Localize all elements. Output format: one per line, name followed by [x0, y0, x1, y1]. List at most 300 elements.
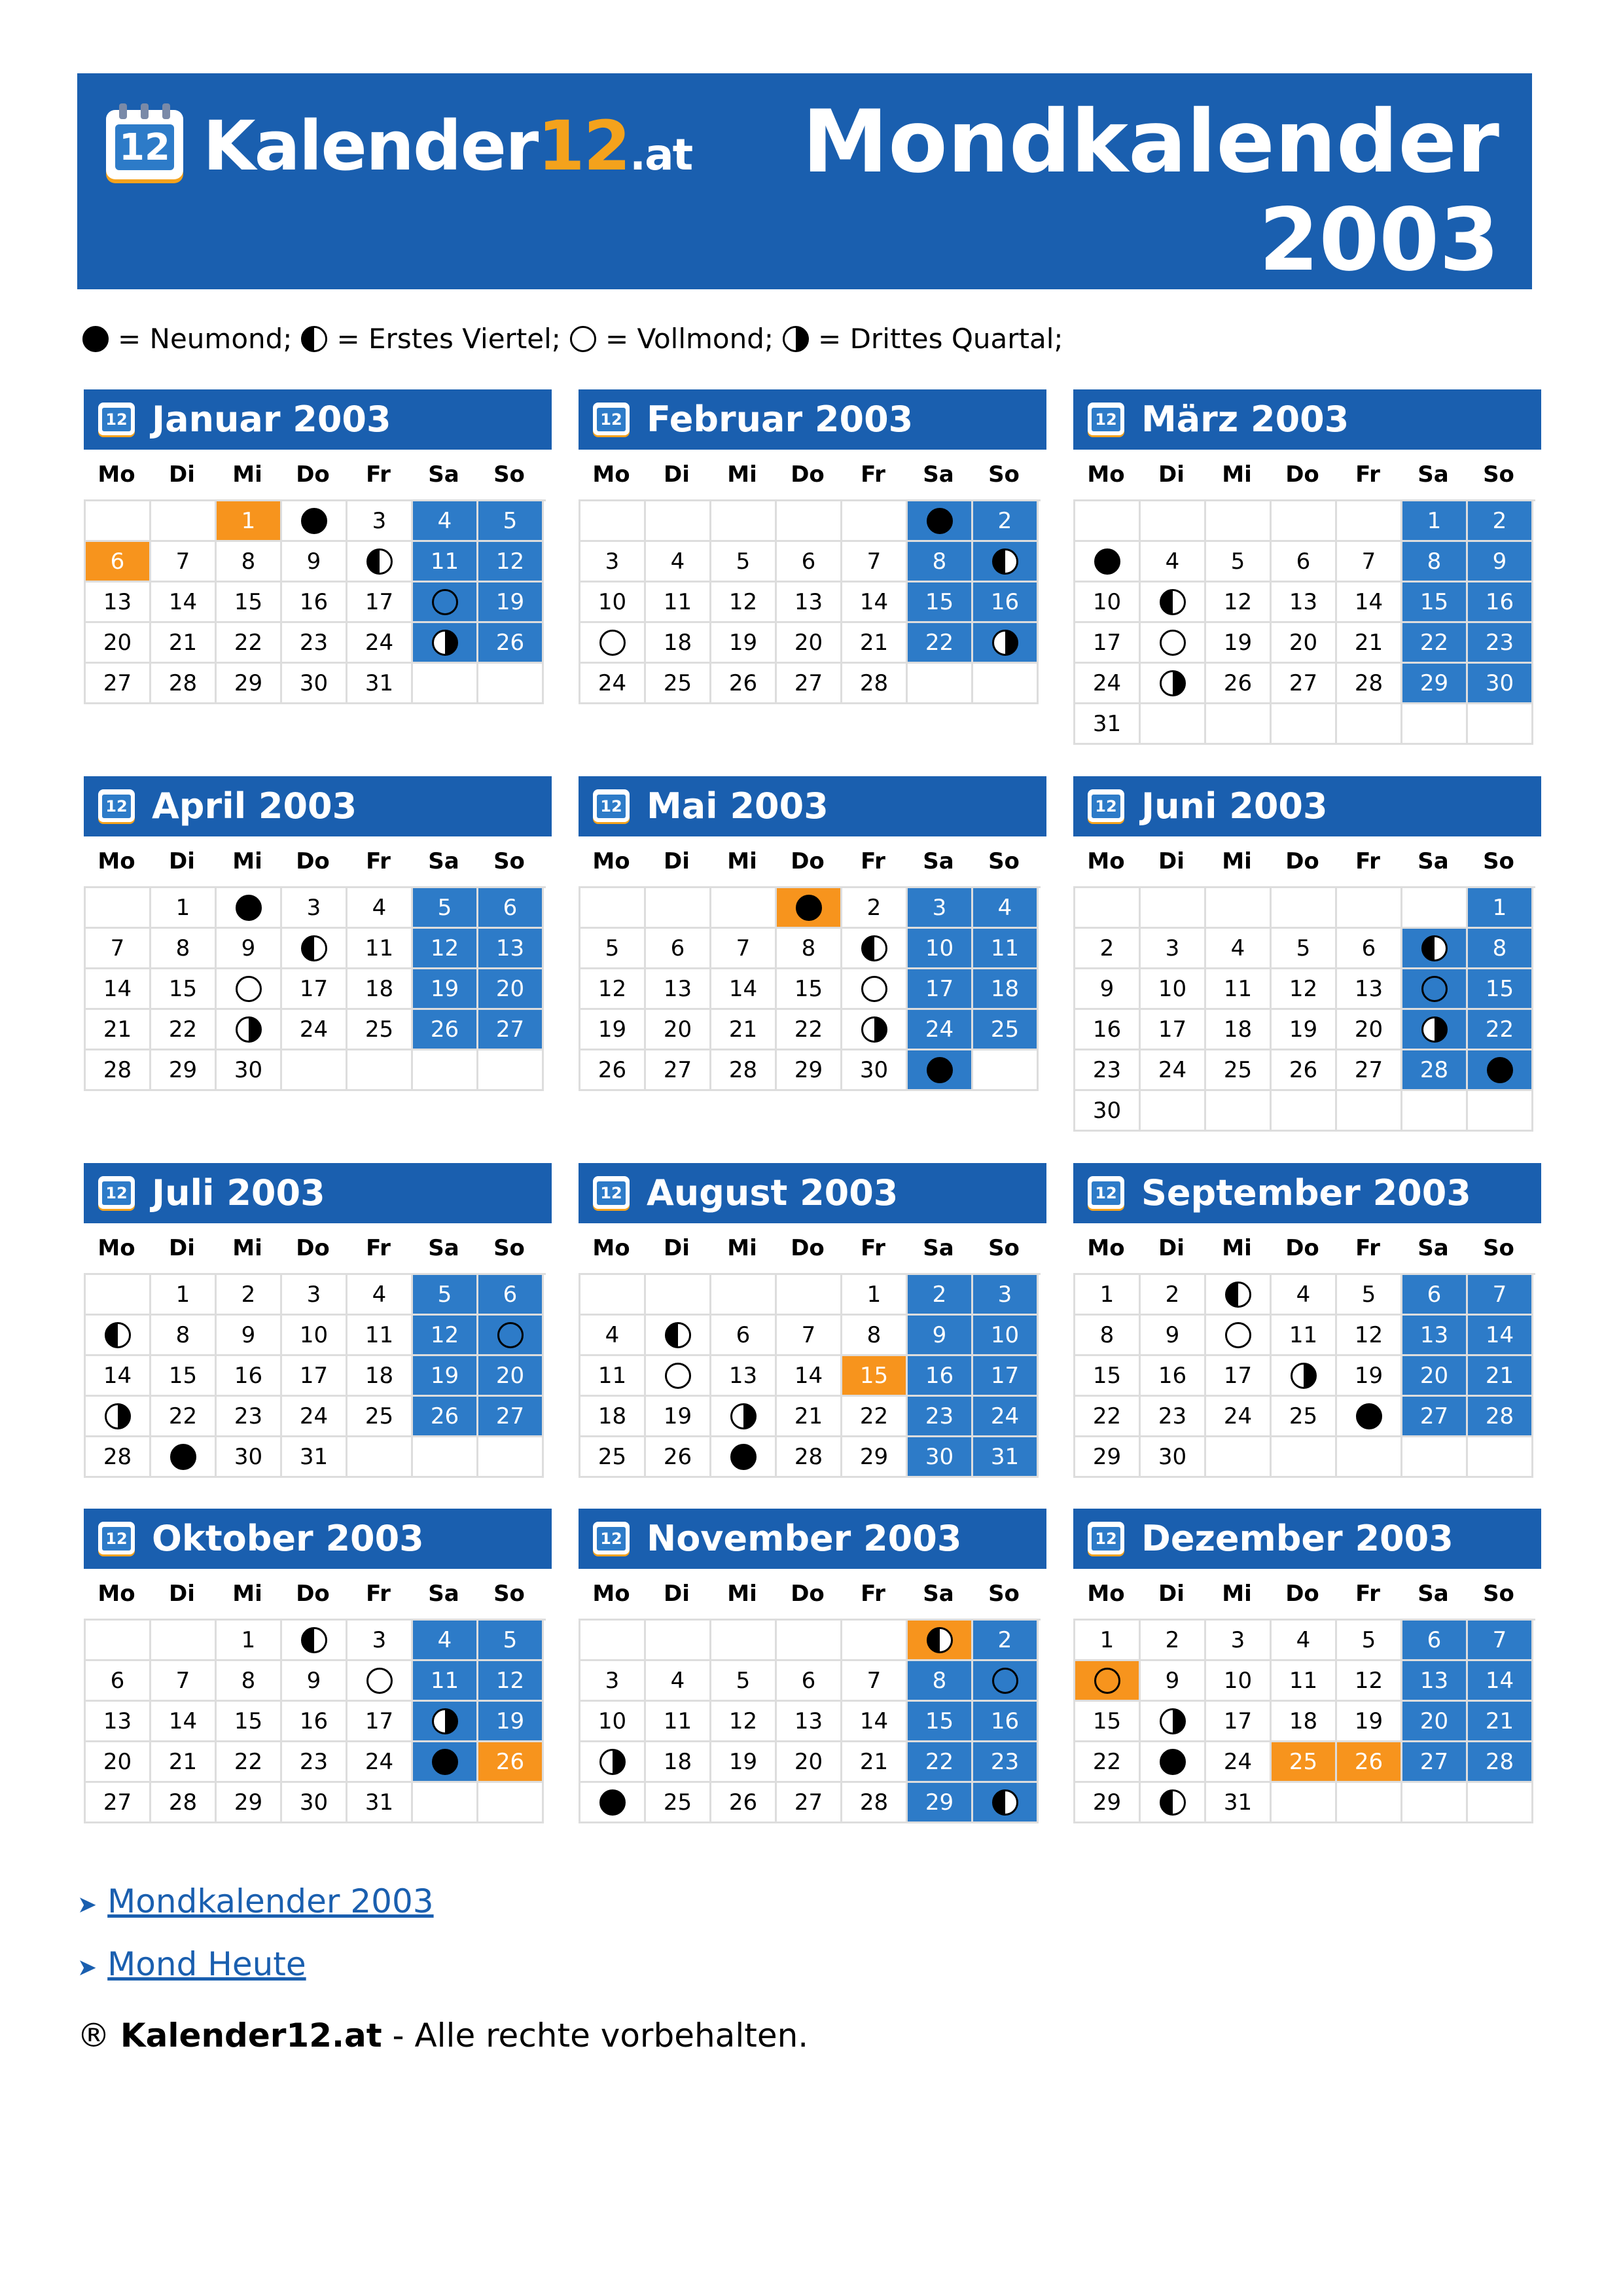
day-cell[interactable]: 12	[413, 1316, 478, 1356]
day-cell[interactable]: 11	[348, 1316, 413, 1356]
day-cell[interactable]	[413, 1742, 478, 1783]
day-cell[interactable]: 10	[908, 929, 973, 969]
day-cell[interactable]: 14	[842, 583, 908, 623]
day-cell[interactable]: 17	[1141, 1010, 1206, 1050]
day-cell[interactable]: 26	[646, 1437, 711, 1478]
day-cell[interactable]: 24	[348, 623, 413, 664]
day-cell[interactable]: 13	[86, 583, 151, 623]
day-cell[interactable]	[711, 1397, 777, 1437]
day-cell[interactable]: 25	[646, 1783, 711, 1823]
day-cell[interactable]	[580, 623, 646, 664]
day-cell[interactable]: 12	[1337, 1316, 1402, 1356]
day-cell[interactable]: 24	[1075, 664, 1141, 704]
day-cell[interactable]: 19	[646, 1397, 711, 1437]
day-cell[interactable]: 6	[478, 1275, 544, 1316]
day-cell[interactable]: 15	[777, 969, 842, 1010]
day-cell[interactable]: 13	[646, 969, 711, 1010]
day-cell[interactable]	[348, 542, 413, 583]
day-cell[interactable]: 19	[413, 969, 478, 1010]
day-cell[interactable]: 23	[1075, 1050, 1141, 1091]
day-cell[interactable]: 29	[842, 1437, 908, 1478]
day-cell[interactable]: 11	[1272, 1316, 1337, 1356]
day-cell[interactable]: 7	[842, 1661, 908, 1702]
day-cell[interactable]: 30	[282, 664, 348, 704]
day-cell[interactable]	[842, 1010, 908, 1050]
day-cell[interactable]: 11	[973, 929, 1039, 969]
day-cell[interactable]: 31	[348, 1783, 413, 1823]
day-cell[interactable]: 31	[1075, 704, 1141, 745]
day-cell[interactable]: 25	[1206, 1050, 1272, 1091]
day-cell[interactable]: 3	[1206, 1621, 1272, 1661]
day-cell[interactable]: 16	[282, 1702, 348, 1742]
day-cell[interactable]: 29	[777, 1050, 842, 1091]
day-cell[interactable]: 14	[1468, 1316, 1533, 1356]
day-cell[interactable]: 1	[1402, 501, 1468, 542]
day-cell[interactable]: 14	[842, 1702, 908, 1742]
day-cell[interactable]	[973, 623, 1039, 664]
day-cell[interactable]: 27	[1402, 1397, 1468, 1437]
day-cell[interactable]: 28	[151, 1783, 217, 1823]
day-cell[interactable]: 17	[282, 1356, 348, 1397]
day-cell[interactable]: 23	[973, 1742, 1039, 1783]
day-cell[interactable]: 5	[1206, 542, 1272, 583]
day-cell[interactable]: 22	[842, 1397, 908, 1437]
day-cell[interactable]	[1206, 1316, 1272, 1356]
day-cell[interactable]: 7	[151, 1661, 217, 1702]
day-cell[interactable]: 15	[1075, 1702, 1141, 1742]
day-cell[interactable]: 23	[217, 1397, 282, 1437]
day-cell[interactable]: 14	[86, 1356, 151, 1397]
day-cell[interactable]: 9	[1141, 1316, 1206, 1356]
day-cell[interactable]: 5	[1272, 929, 1337, 969]
day-cell[interactable]	[1468, 1050, 1533, 1091]
day-cell[interactable]: 18	[580, 1397, 646, 1437]
day-cell[interactable]	[86, 1397, 151, 1437]
day-cell[interactable]: 8	[908, 542, 973, 583]
day-cell[interactable]: 24	[973, 1397, 1039, 1437]
day-cell[interactable]: 1	[151, 1275, 217, 1316]
day-cell[interactable]: 25	[580, 1437, 646, 1478]
day-cell[interactable]: 3	[908, 888, 973, 929]
day-cell[interactable]: 22	[1468, 1010, 1533, 1050]
day-cell[interactable]: 21	[711, 1010, 777, 1050]
day-cell[interactable]: 3	[973, 1275, 1039, 1316]
day-cell[interactable]: 28	[777, 1437, 842, 1478]
day-cell[interactable]: 23	[282, 623, 348, 664]
day-cell[interactable]: 24	[348, 1742, 413, 1783]
day-cell[interactable]	[580, 1742, 646, 1783]
day-cell[interactable]: 30	[1075, 1091, 1141, 1132]
day-cell[interactable]: 14	[777, 1356, 842, 1397]
day-cell[interactable]	[86, 1316, 151, 1356]
day-cell[interactable]: 13	[711, 1356, 777, 1397]
day-cell[interactable]: 18	[646, 623, 711, 664]
day-cell[interactable]: 24	[580, 664, 646, 704]
day-cell[interactable]: 15	[1075, 1356, 1141, 1397]
day-cell[interactable]: 28	[842, 664, 908, 704]
day-cell[interactable]: 1	[1075, 1275, 1141, 1316]
day-cell[interactable]: 18	[1272, 1702, 1337, 1742]
day-cell[interactable]: 19	[1272, 1010, 1337, 1050]
day-cell[interactable]: 6	[777, 1661, 842, 1702]
day-cell[interactable]: 2	[217, 1275, 282, 1316]
day-cell[interactable]: 2	[1468, 501, 1533, 542]
day-cell[interactable]: 14	[711, 969, 777, 1010]
day-cell[interactable]: 3	[348, 501, 413, 542]
day-cell[interactable]: 11	[1272, 1661, 1337, 1702]
day-cell[interactable]: 4	[413, 501, 478, 542]
day-cell[interactable]: 24	[1206, 1397, 1272, 1437]
day-cell[interactable]	[908, 501, 973, 542]
day-cell[interactable]: 13	[1337, 969, 1402, 1010]
day-cell[interactable]: 10	[580, 1702, 646, 1742]
day-cell[interactable]: 13	[1402, 1316, 1468, 1356]
day-cell[interactable]: 6	[86, 1661, 151, 1702]
day-cell[interactable]: 13	[777, 1702, 842, 1742]
day-cell[interactable]: 7	[842, 542, 908, 583]
day-cell[interactable]: 3	[282, 888, 348, 929]
day-cell[interactable]: 12	[1272, 969, 1337, 1010]
day-cell[interactable]: 27	[646, 1050, 711, 1091]
day-cell[interactable]: 20	[1402, 1702, 1468, 1742]
day-cell[interactable]: 14	[86, 969, 151, 1010]
day-cell[interactable]: 28	[1468, 1742, 1533, 1783]
day-cell[interactable]: 23	[908, 1397, 973, 1437]
day-cell[interactable]: 28	[1337, 664, 1402, 704]
day-cell[interactable]: 30	[217, 1050, 282, 1091]
day-cell[interactable]: 26	[478, 1742, 544, 1783]
day-cell[interactable]: 23	[1468, 623, 1533, 664]
day-cell[interactable]: 8	[842, 1316, 908, 1356]
day-cell[interactable]: 10	[580, 583, 646, 623]
day-cell[interactable]: 21	[1468, 1356, 1533, 1397]
day-cell[interactable]	[413, 623, 478, 664]
day-cell[interactable]	[1141, 1702, 1206, 1742]
day-cell[interactable]: 19	[478, 583, 544, 623]
day-cell[interactable]: 11	[413, 1661, 478, 1702]
day-cell[interactable]: 20	[1337, 1010, 1402, 1050]
day-cell[interactable]: 14	[1337, 583, 1402, 623]
day-cell[interactable]: 14	[151, 1702, 217, 1742]
day-cell[interactable]: 6	[646, 929, 711, 969]
day-cell[interactable]: 4	[646, 542, 711, 583]
day-cell[interactable]	[1272, 1356, 1337, 1397]
day-cell[interactable]: 7	[86, 929, 151, 969]
day-cell[interactable]: 15	[217, 583, 282, 623]
day-cell[interactable]: 27	[86, 664, 151, 704]
day-cell[interactable]: 29	[1075, 1437, 1141, 1478]
day-cell[interactable]: 6	[777, 542, 842, 583]
day-cell[interactable]: 21	[1337, 623, 1402, 664]
link-mondkalender[interactable]: Mondkalender 2003	[107, 1882, 434, 1920]
day-cell[interactable]: 5	[413, 888, 478, 929]
day-cell[interactable]: 30	[282, 1783, 348, 1823]
day-cell[interactable]	[1141, 623, 1206, 664]
day-cell[interactable]: 21	[151, 623, 217, 664]
day-cell[interactable]: 18	[348, 969, 413, 1010]
day-cell[interactable]	[1402, 969, 1468, 1010]
day-cell[interactable]: 16	[1468, 583, 1533, 623]
day-cell[interactable]: 12	[478, 1661, 544, 1702]
day-cell[interactable]: 14	[1468, 1661, 1533, 1702]
day-cell[interactable]: 31	[973, 1437, 1039, 1478]
day-cell[interactable]: 11	[646, 1702, 711, 1742]
day-cell[interactable]: 6	[1402, 1621, 1468, 1661]
day-cell[interactable]: 18	[646, 1742, 711, 1783]
day-cell[interactable]: 7	[1468, 1621, 1533, 1661]
day-cell[interactable]	[1141, 1783, 1206, 1823]
day-cell[interactable]: 13	[1402, 1661, 1468, 1702]
day-cell[interactable]: 11	[1206, 969, 1272, 1010]
day-cell[interactable]: 6	[86, 542, 151, 583]
day-cell[interactable]: 9	[282, 542, 348, 583]
day-cell[interactable]: 1	[217, 501, 282, 542]
day-cell[interactable]	[908, 1050, 973, 1091]
day-cell[interactable]: 30	[842, 1050, 908, 1091]
day-cell[interactable]: 10	[1206, 1661, 1272, 1702]
day-cell[interactable]	[646, 1356, 711, 1397]
day-cell[interactable]	[282, 501, 348, 542]
day-cell[interactable]	[282, 1621, 348, 1661]
day-cell[interactable]: 19	[1337, 1356, 1402, 1397]
day-cell[interactable]: 4	[580, 1316, 646, 1356]
day-cell[interactable]: 1	[842, 1275, 908, 1316]
day-cell[interactable]: 31	[282, 1437, 348, 1478]
day-cell[interactable]: 20	[86, 623, 151, 664]
day-cell[interactable]: 31	[348, 664, 413, 704]
day-cell[interactable]: 19	[1337, 1702, 1402, 1742]
day-cell[interactable]: 16	[1075, 1010, 1141, 1050]
day-cell[interactable]	[478, 1316, 544, 1356]
day-cell[interactable]: 30	[908, 1437, 973, 1478]
day-cell[interactable]: 26	[413, 1397, 478, 1437]
day-cell[interactable]: 9	[1141, 1661, 1206, 1702]
day-cell[interactable]: 30	[1141, 1437, 1206, 1478]
day-cell[interactable]: 19	[478, 1702, 544, 1742]
day-cell[interactable]	[973, 542, 1039, 583]
day-cell[interactable]	[282, 929, 348, 969]
day-cell[interactable]: 4	[348, 1275, 413, 1316]
day-cell[interactable]: 29	[908, 1783, 973, 1823]
day-cell[interactable]: 17	[1075, 623, 1141, 664]
day-cell[interactable]: 2	[842, 888, 908, 929]
day-cell[interactable]: 16	[217, 1356, 282, 1397]
day-cell[interactable]: 17	[1206, 1356, 1272, 1397]
day-cell[interactable]: 24	[282, 1010, 348, 1050]
day-cell[interactable]: 5	[478, 501, 544, 542]
day-cell[interactable]: 15	[1402, 583, 1468, 623]
day-cell[interactable]: 26	[1272, 1050, 1337, 1091]
day-cell[interactable]: 4	[1272, 1275, 1337, 1316]
day-cell[interactable]: 12	[580, 969, 646, 1010]
day-cell[interactable]: 15	[842, 1356, 908, 1397]
day-cell[interactable]: 21	[86, 1010, 151, 1050]
day-cell[interactable]: 20	[478, 969, 544, 1010]
day-cell[interactable]: 12	[711, 1702, 777, 1742]
day-cell[interactable]: 2	[1141, 1275, 1206, 1316]
day-cell[interactable]: 22	[1075, 1742, 1141, 1783]
day-cell[interactable]: 22	[908, 1742, 973, 1783]
calendar-logo-icon[interactable]	[106, 110, 183, 179]
day-cell[interactable]: 20	[646, 1010, 711, 1050]
day-cell[interactable]: 19	[580, 1010, 646, 1050]
day-cell[interactable]	[1141, 583, 1206, 623]
day-cell[interactable]: 26	[711, 664, 777, 704]
day-cell[interactable]	[1075, 1661, 1141, 1702]
day-cell[interactable]	[151, 1437, 217, 1478]
day-cell[interactable]	[413, 583, 478, 623]
day-cell[interactable]: 22	[1075, 1397, 1141, 1437]
day-cell[interactable]: 9	[1468, 542, 1533, 583]
day-cell[interactable]: 27	[1402, 1742, 1468, 1783]
day-cell[interactable]	[1141, 1742, 1206, 1783]
day-cell[interactable]: 4	[646, 1661, 711, 1702]
day-cell[interactable]: 25	[1272, 1397, 1337, 1437]
day-cell[interactable]: 28	[86, 1050, 151, 1091]
day-cell[interactable]: 13	[1272, 583, 1337, 623]
day-cell[interactable]: 25	[646, 664, 711, 704]
day-cell[interactable]: 18	[973, 969, 1039, 1010]
day-cell[interactable]	[973, 1661, 1039, 1702]
day-cell[interactable]: 13	[478, 929, 544, 969]
day-cell[interactable]: 16	[973, 1702, 1039, 1742]
day-cell[interactable]: 5	[478, 1621, 544, 1661]
day-cell[interactable]: 8	[1468, 929, 1533, 969]
day-cell[interactable]: 18	[1206, 1010, 1272, 1050]
day-cell[interactable]: 15	[217, 1702, 282, 1742]
day-cell[interactable]: 20	[1272, 623, 1337, 664]
day-cell[interactable]: 30	[1468, 664, 1533, 704]
day-cell[interactable]: 24	[1206, 1742, 1272, 1783]
day-cell[interactable]	[1075, 542, 1141, 583]
day-cell[interactable]: 26	[1206, 664, 1272, 704]
day-cell[interactable]: 26	[1337, 1742, 1402, 1783]
day-cell[interactable]: 17	[908, 969, 973, 1010]
day-cell[interactable]: 11	[646, 583, 711, 623]
day-cell[interactable]: 29	[217, 1783, 282, 1823]
day-cell[interactable]: 9	[1075, 969, 1141, 1010]
day-cell[interactable]	[777, 888, 842, 929]
day-cell[interactable]: 4	[348, 888, 413, 929]
day-cell[interactable]: 15	[908, 583, 973, 623]
day-cell[interactable]: 29	[151, 1050, 217, 1091]
day-cell[interactable]: 4	[1141, 542, 1206, 583]
day-cell[interactable]: 6	[1402, 1275, 1468, 1316]
day-cell[interactable]: 9	[217, 1316, 282, 1356]
day-cell[interactable]: 10	[973, 1316, 1039, 1356]
day-cell[interactable]: 28	[711, 1050, 777, 1091]
day-cell[interactable]	[711, 1437, 777, 1478]
day-cell[interactable]: 21	[777, 1397, 842, 1437]
day-cell[interactable]	[1337, 1397, 1402, 1437]
day-cell[interactable]: 21	[842, 623, 908, 664]
day-cell[interactable]: 4	[1206, 929, 1272, 969]
day-cell[interactable]: 12	[711, 583, 777, 623]
day-cell[interactable]: 22	[777, 1010, 842, 1050]
day-cell[interactable]: 7	[1337, 542, 1402, 583]
day-cell[interactable]	[348, 1661, 413, 1702]
day-cell[interactable]: 26	[413, 1010, 478, 1050]
day-cell[interactable]: 27	[1272, 664, 1337, 704]
day-cell[interactable]: 16	[973, 583, 1039, 623]
day-cell[interactable]: 20	[777, 623, 842, 664]
day-cell[interactable]: 12	[413, 929, 478, 969]
day-cell[interactable]: 30	[217, 1437, 282, 1478]
day-cell[interactable]	[1402, 1010, 1468, 1050]
day-cell[interactable]: 28	[151, 664, 217, 704]
link-mond-heute[interactable]: Mond Heute	[107, 1945, 306, 1983]
day-cell[interactable]: 29	[217, 664, 282, 704]
day-cell[interactable]: 28	[842, 1783, 908, 1823]
day-cell[interactable]: 21	[151, 1742, 217, 1783]
day-cell[interactable]: 12	[1206, 583, 1272, 623]
day-cell[interactable]: 20	[777, 1742, 842, 1783]
day-cell[interactable]: 19	[1206, 623, 1272, 664]
day-cell[interactable]: 10	[1075, 583, 1141, 623]
day-cell[interactable]: 5	[1337, 1621, 1402, 1661]
day-cell[interactable]: 19	[711, 1742, 777, 1783]
day-cell[interactable]: 8	[217, 1661, 282, 1702]
day-cell[interactable]: 22	[217, 623, 282, 664]
day-cell[interactable]: 26	[711, 1783, 777, 1823]
day-cell[interactable]: 19	[413, 1356, 478, 1397]
brand-name[interactable]	[203, 106, 692, 191]
day-cell[interactable]: 25	[1272, 1742, 1337, 1783]
day-cell[interactable]: 20	[86, 1742, 151, 1783]
day-cell[interactable]: 20	[1402, 1356, 1468, 1397]
day-cell[interactable]: 6	[1272, 542, 1337, 583]
day-cell[interactable]	[217, 888, 282, 929]
day-cell[interactable]: 14	[151, 583, 217, 623]
day-cell[interactable]: 28	[86, 1437, 151, 1478]
day-cell[interactable]: 17	[348, 1702, 413, 1742]
day-cell[interactable]: 16	[908, 1356, 973, 1397]
day-cell[interactable]: 8	[1402, 542, 1468, 583]
day-cell[interactable]: 29	[1402, 664, 1468, 704]
day-cell[interactable]: 19	[711, 623, 777, 664]
day-cell[interactable]: 2	[908, 1275, 973, 1316]
day-cell[interactable]: 16	[1141, 1356, 1206, 1397]
day-cell[interactable]: 21	[842, 1742, 908, 1783]
day-cell[interactable]: 21	[1468, 1702, 1533, 1742]
day-cell[interactable]: 12	[1337, 1661, 1402, 1702]
day-cell[interactable]: 17	[282, 969, 348, 1010]
day-cell[interactable]: 5	[580, 929, 646, 969]
day-cell[interactable]: 27	[478, 1397, 544, 1437]
day-cell[interactable]: 22	[151, 1397, 217, 1437]
day-cell[interactable]: 6	[1337, 929, 1402, 969]
day-cell[interactable]: 9	[217, 929, 282, 969]
day-cell[interactable]: 23	[282, 1742, 348, 1783]
day-cell[interactable]	[217, 969, 282, 1010]
day-cell[interactable]	[646, 1316, 711, 1356]
day-cell[interactable]: 17	[973, 1356, 1039, 1397]
day-cell[interactable]: 6	[711, 1316, 777, 1356]
day-cell[interactable]: 26	[580, 1050, 646, 1091]
day-cell[interactable]: 15	[151, 969, 217, 1010]
day-cell[interactable]: 8	[777, 929, 842, 969]
day-cell[interactable]: 13	[86, 1702, 151, 1742]
day-cell[interactable]: 7	[151, 542, 217, 583]
day-cell[interactable]: 27	[777, 664, 842, 704]
day-cell[interactable]: 2	[973, 1621, 1039, 1661]
day-cell[interactable]: 3	[580, 1661, 646, 1702]
day-cell[interactable]: 10	[282, 1316, 348, 1356]
day-cell[interactable]: 1	[217, 1621, 282, 1661]
day-cell[interactable]: 25	[348, 1010, 413, 1050]
day-cell[interactable]: 3	[348, 1621, 413, 1661]
day-cell[interactable]: 4	[973, 888, 1039, 929]
